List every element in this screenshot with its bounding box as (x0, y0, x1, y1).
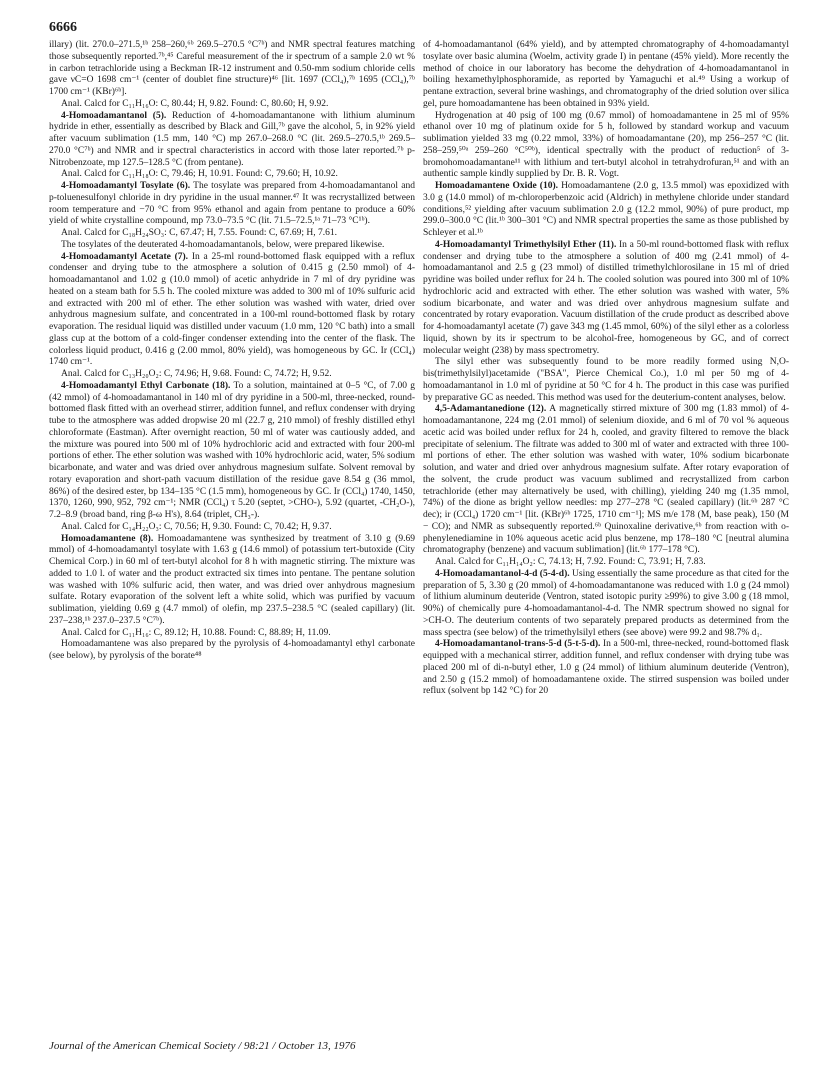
paragraph-text: The tosylates of the deuterated 4-homoadamantanols, below, were prepared likewise. (61, 239, 385, 250)
section-heading: 4-Homoadamantanol (5). (61, 110, 167, 121)
paragraph (423, 557, 789, 569)
paragraph-text: Hydrogenation at 40 psig of 100 mg (0.67 mmol) of homoadamantene in 25 ml of 95% ethanol over 10 mg of platinum oxide for 5 h, followed by standard workup and vacuum sublimation yielded 33 mg (0.22 mmol, 33%) of homoadamantane (20), mp 256–257 °C (lit. 258–259,⁵⁰ᵃ 259–260 °C⁵⁰ᵇ), identical spectrally with the product of reduction⁵ of 3-bromohomoadamantane¹¹ with lithium and tert-butyl alcohol in tetrahydrofuran,⁵¹ and with an authentic sample kindly supplied by Dr. B. R. Vogt. (423, 110, 789, 180)
paragraph (49, 111, 415, 170)
paragraph-text: of 4-homoadamantanol (64% yield), and by attempted chromatography of 4-homoadamantyl tosylate over basic alumina (Woelm, activity grade I) in pentane (45% yield). More recently the method of choice in our laboratory has become the dehydration of 4-homoadamantanol in boiling hexamethylphosphoramide, as reported by Yamaguchi et al.⁴⁹ Using a workup of pentane extraction, several brine washings, and chromatography of the dried solution over silica gel, pure homoadamantene has been obtained in 93% yield. (423, 40, 789, 109)
paragraph (49, 252, 415, 370)
section-heading: 4-Homoadamantyl Acetate (7). (61, 251, 189, 262)
section-heading: 4-Homoadamantanol-trans-5-d (5-t-5-d). (435, 639, 601, 650)
paragraph (423, 240, 789, 358)
paragraph (49, 99, 415, 111)
paragraph (423, 357, 789, 404)
section-heading: 4-Homoadamantyl Trimethylsilyl Ether (11). (435, 239, 617, 250)
right-column (423, 40, 789, 698)
section-heading: 4-Homoadamantyl Ethyl Carbonate (18). (61, 380, 231, 391)
section-heading: 4-Homoadamantyl Tosylate (6). (61, 181, 191, 191)
paragraph (49, 639, 415, 663)
paragraph-text: Homoadamantene was also prepared by the pyrolysis of 4-homoadamantyl ethyl carbonate (see below), by pyrolysis of the borate⁴⁸ (49, 639, 415, 661)
section-heading: 4-Homoadamantanol-4-d (5-4-d). (435, 568, 570, 579)
paragraph (49, 381, 415, 522)
section-heading: Homoadamantene (8). (61, 533, 154, 544)
paragraph (423, 404, 789, 557)
paragraph-text: In a 50-ml round-bottomed flask with reflux condenser and drying tube to the atmosphere a solution of 400 mg (2.41 mmol) of 4-homoadamantanol and 2.5 g (23 mmol) of distilled trimethylchlorosilane in 15 ml of dried pyridine was boiled under reflux for 24 h. The cooled solution was poured into 300 ml of 10% hydrochloric acid and extracted with ether. The ether solution was washed with water, 5% sodium bicarbonate, and water and was dried over anhydrous magnesium sulfate and concentrated by rotary evaporation. Vacuum distillation of the crude product as described above for 4-homoadamantyl acetate (7) gave 343 mg (1.45 mmol, 60%) of the silyl ether as a colorless liquid, shown by its ir spectrum to be alcohol-free, homogeneous by GC, and of correct molecular weight (238) by mass spectrometry. (423, 239, 790, 356)
paragraph-text: Anal. Calcd for C₁₃H₂₀O₂: C, 74.96; H, 9.68. Found: C, 74.72; H, 9.52. (61, 369, 332, 379)
section-heading: Homoadamantene Oxide (10). (435, 181, 558, 191)
paragraph (49, 240, 415, 252)
paragraph-text: illary) (lit. 270.0–271.5,¹ᵇ 258–260,⁶ᵇ 269.5–270.5 °C⁷ᵇ) and NMR spectral features matching those subsequently reported.⁷ᵇ,⁴⁵ Careful measurement of the ir spectrum of a sample 2.0 wt % in carbon tetrachloride using a Beckman IR-12 instrument and 0.50-mm sodium chloride cells gave νC=O 1698 cm⁻¹ (center of doublet fine structure)⁴⁶ [lit. 1697 (CCl₄),⁷ᵇ 1695 (CCl₄),⁷ᵇ 1700 cm⁻¹ (KBr)⁶ᵇ]. (49, 40, 415, 97)
paragraph-text: Homoadamantene was synthesized by treatment of 3.10 g (9.69 mmol) of 4-homoadamantyl tosylate with 1.63 g (14.6 mmol) of potassium tert-butoxide (City Chemical Corp.) in 60 ml of tert-butyl alcohol for 8 h with magnetic stirring. The mixture was added to 1.0 l. of water and the product extracted six times into pentane. The pentane solution was washed with 10% sulfuric acid, then water, and was dried over anhydrous magnesium sulfate. Rotary evaporation of the solvent left a white solid, which was purified by vacuum sublimation, yielding 0.69 g (4.7 mmol) of olefin, mp 237.5–238.5 °C (sealed capillary) (lit. 237–238,¹ᵇ 237.0–237.5 °C⁷ᵇ). (49, 533, 416, 626)
paragraph (49, 369, 415, 381)
paragraph (423, 569, 789, 640)
paragraph (49, 534, 415, 628)
page-number: 6666 (49, 20, 77, 35)
paragraph (49, 181, 415, 228)
paragraph-text: Anal. Calcd for C₁₁H₁₆: C, 89.12; H, 10.88. Found: C, 88.89; H, 11.09. (61, 627, 331, 638)
section-heading: 4,5-Adamantanedione (12). (435, 404, 547, 415)
paragraph (49, 169, 415, 181)
paragraph-text: Anal. Calcd for C₁₁H₁₄O₂: C, 74.13; H, 7.92. Found: C, 73.91; H, 7.83. (435, 557, 706, 567)
paragraph (49, 522, 415, 534)
paragraph-text: Anal. Calcd for C₁₄H₂₂O₃: C, 70.56; H, 9.30. Found: C, 70.42; H, 9.37. (61, 521, 332, 532)
journal-footer: Journal of the American Chemical Society / 98:21 / October 13, 1976 (49, 1040, 356, 1052)
paragraph (423, 40, 789, 111)
paragraph-text: Anal. Calcd for C₁₈H₂₄SO₃: C, 67.47; H, 7.55. Found: C, 67.69; H, 7.61. (61, 228, 337, 238)
paragraph-text: In a 500-ml, three-necked, round-bottomed flask equipped with a mechanical stirrer, addition funnel, and reflux condenser with drying tube was placed 200 ml of di-n-butyl ether, 1.0 g (24 mmol) of lithium aluminum deuteride (Ventron), and 2.50 g (15.2 mmol) of homoadamantene oxide. The stirred suspension was boiled under reflux (solvent bp 142 °C) for 20 (423, 639, 789, 697)
paragraph-text: A magnetically stirred mixture of 300 mg (1.83 mmol) of 4-homoadamantanone, 224 mg (2.01 mmol) of selenium dioxide, and 6 ml of 70 vol % aqueous acetic acid was boiled under reflux for 24 h, cooled, and gravity filtered to remove the black precipitate of selenium. The filtrate was added to 300 ml of water and extracted with three 100-ml portions of ether. The ether solution was washed with water, 10% sodium bicarbonate solution, and water and dried over anhydrous magnesium sulfate. After rotary evaporation of the solvent, the crude product was vacuum sublimed and recrystallized from carbon tetrachloride (ether may alternatively be used, with chilling), yielding 240 mg (1.35 mmol, 74%) of the dione as bright yellow needles: mp 277–278 °C (sealed capillary) (lit.⁶ᵇ 287 °C dec); ir (CCl₄) 1720 cm⁻¹ [lit. (KBr)⁶ᵇ 1725, 1710 cm⁻¹]; MS m/e 178 (M, base peak), 150 (M − CO); and NMR as subsequently reported.⁶ᵇ Quinoxaline derivative,⁶ᵇ from reaction with o-phenylenediamine in 10% aqueous acetic acid plus benzene, mp 178–180 °C [neutral alumina chromatography (benzene) and vacuum sublimation] (lit.⁶ᵇ 177–178 °C). (423, 404, 789, 556)
paragraph (49, 40, 415, 99)
paragraph-text: To a solution, maintained at 0–5 °C, of 7.00 g (42 mmol) of 4-homoadamantanol in 140 ml of dry pyridine in a 500-ml, three-necked, round-bottomed flask fitted with an overhead stirrer, addition funnel, and reflux condenser with drying tube to the atmosphere was added dropwise 20 ml (22.7 g, 210 mmol) of freshly distilled ethyl chloroformate (Eastman). After overnight reaction, 50 ml of water was cautiously added, and the mixture was poured into 500 ml of 10% hydrochloric acid and extracted with four 200-ml portions of ether. The ether solution was washed with 10% hydrochloric acid, water, 5% sodium bicarbonate, and water and was dried over anhydrous magnesium sulfate. Solvent removal by rotary evaporation and short-path vacuum distillation of the residue gave 8.54 g (36 mmol, 86%) of the desired ester, bp 134–135 °C (1.5 mm), homogeneous by GC. Ir (CCl₄) 1740, 1450, 1370, 1260, 990, 952, 792 cm⁻¹; NMR (CCl₄) τ 5.20 (septet, >CHO-), 5.92 (quartet, -CH₂O-), 7.2–8.9 (broad band, ring β-ω H's), 8.64 (triplet, CH₃-). (49, 380, 415, 520)
paragraph-text: Homoadamantene (2.0 g, 13.5 mmol) was epoxidized with 3.0 g (14.0 mmol) of m-chloroperbenzoic acid (Aldrich) in methylene chloride under standard conditions,⁵² yielding after vacuum sublimation 2.0 g (12.2 mmol, 90%) of pure product, mp 299.0–300.0 °C (lit.¹ᵇ 300–301 °C) and NMR spectral properties the same as those published by Schleyer et al.¹ᵇ (423, 181, 789, 238)
paragraph (423, 111, 789, 182)
paragraph (49, 628, 415, 640)
paragraph-text: Using essentially the same procedure as that cited for the preparation of 5, 3.30 g (20 mmol) of 4-homoadamantanone was reduced with 1.0 g (24 mmol) of lithium aluminum deuteride (Ventron, stated isotopic purity ≥99%) to give 3.00 g (18 mmol, 90%) of chemically pure 4-homoadamantanol-4-d. The NMR spectrum showed no signal for >CH-O. The deuterium contents of two separately prepared products as determined from the mass spectra (see below) of the trimethylsilyl ethers (see above) were 99.2 and 98.7% d₁. (423, 568, 789, 638)
paragraph (49, 228, 415, 240)
paragraph-text: Anal. Calcd for C₁₁H₁₈O: C, 79.46; H, 10.91. Found: C, 79.60; H, 10.92. (61, 169, 338, 180)
paragraph (423, 639, 789, 698)
paragraph-text: The silyl ether was subsequently found to be more readily formed using N,O-bis(trimethylsilyl)acetamide ("BSA", Pierce Chemical Co.), 1.0 ml per 50 mg of 4-homoadamantanol in 1.0 ml of pyridine at 50 °C for 4 h. The product in this case was purified by preparative GC as needed. This method was used for the deuterium-content analyses, below. (423, 357, 789, 403)
paragraph (423, 181, 789, 240)
paragraph-text: In a 25-ml round-bottomed flask equipped with a reflux condenser and drying tube to the atmosphere a solution of 0.415 g (2.50 mmol) of 4-homoadamantanol and 1.02 g (10.0 mmol) of acetic anhydride in 7 ml of dry pyridine was heated on a steam bath for 5.5 h. The cooled mixture was added to 300 ml of 10% sulfuric acid and extracted with 200 ml of ether. The ether solution was washed with water, dried over anhydrous magnesium sulfate, and concentrated in a 100-ml round-bottomed flask by rotary evaporation. The residual liquid was distilled under vacuum (1.0 mm, 120 °C bath) into a small glass cup at the bottom of a cold-finger condenser extending into the center of the flask. The colorless liquid product, 0.416 g (2.00 mmol, 80% yield), was homogeneous by GC. Ir (CCl₄) 1740 cm⁻¹. (49, 251, 416, 368)
paragraph-text: The tosylate was prepared from 4-homoadamantanol and p-toluenesulfonyl chloride in dry pyridine in the usual manner.⁴⁷ It was recrystallized between room temperature and −70 °C from 95% ethanol and again from pentane to produce a 60% yield of white crystalline compound, mp 73.0–73.5 °C (lit. 71.5–72.5,¹ᵃ 71–73 °C¹ᵇ). (49, 181, 415, 227)
paragraph-text: Anal. Calcd for C₁₁H₁₆O: C, 80.44; H, 9.82. Found: C, 80.60; H, 9.92. (61, 98, 329, 109)
paragraph-text: Reduction of 4-homoadamantanone with lithium aluminum hydride in ether, essentially as described by Black and Gill,⁷ᵇ gave the alcohol, 5, in 92% yield after vacuum sublimation (1.5 mm, 140 °C) mp 267.0–268.0 °C (lit. 269.5–270.5,¹ᵇ 269.5–270.0 °C⁷ᵇ) and NMR and ir spectral characteristics in accord with those later reported.⁷ᵇ p-Nitrobenzoate, mp 127.5–128.5 °C (from pentane). (49, 110, 415, 168)
left-column (49, 40, 415, 663)
